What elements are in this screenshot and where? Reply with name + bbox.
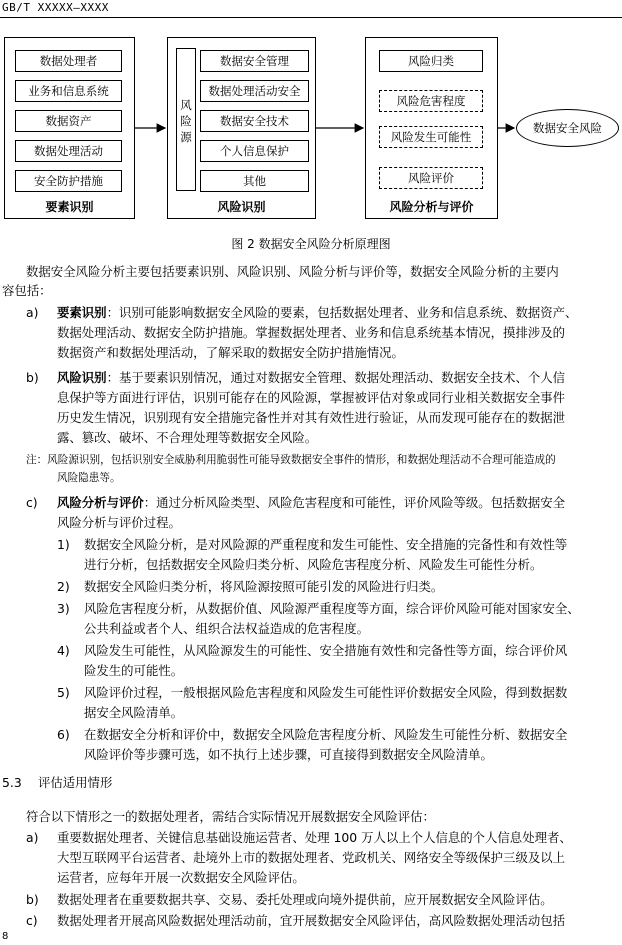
list-marker: c) xyxy=(26,495,38,510)
sub-line: 公共利益或者个人、组织合法权益造成的危害程度。 xyxy=(84,621,369,636)
panel1-item: 数据处理者 xyxy=(15,50,122,72)
list-marker: b) xyxy=(26,892,39,907)
list-marker: a) xyxy=(26,830,39,845)
item-b-line: 露、篡改、破坏、不合理处理等数据安全风险。 xyxy=(57,430,318,445)
sub-marker: 6) xyxy=(57,727,70,742)
intro-line: 容包括： xyxy=(2,283,52,298)
list-marker: b) xyxy=(26,370,39,385)
item-c-heading: 风险分析与评价 xyxy=(57,495,144,510)
item-c-text: ：通过分析风险类型、风险危害程度和可能性，评价风险等级。包括数据安全 xyxy=(143,495,566,510)
panel1-item: 数据处理活动 xyxy=(15,140,122,162)
sub-line: 数据安全风险分析，是对风险源的严重程度和发生可能性、安全措施的完备性和有效性等 xyxy=(84,537,568,552)
section-number: 5.3 xyxy=(2,775,22,790)
sub-line: 风险发生可能性，从风险源发生的可能性、安全措施有效性和完备性等方面，综合评价风 xyxy=(84,643,568,658)
sub-marker: 2) xyxy=(57,579,70,594)
sub-line: 风险评价过程，一般根据风险危害程度和风险发生可能性评价数据安全风险，得到数据数 xyxy=(84,685,568,700)
sub-line: 风险危害程度分析，从数据价值、风险源严重程度等方面，综合评价风险可能对国家安全、 xyxy=(84,601,580,616)
intro-line: 数据安全风险分析主要包括要素识别、风险识别、风险分析与评价等，数据安全风险分析的主要内 xyxy=(26,264,559,279)
panel2-item: 其他 xyxy=(200,170,309,192)
result-ellipse: 数据安全风险 xyxy=(516,109,619,147)
diagram-arrows xyxy=(0,0,622,230)
s-item-line: 数据处理者开展高风险数据处理活动前，宜开展数据安全风险评估，高风险数据处理活动包括 xyxy=(57,913,566,928)
risk-source-char: 风 xyxy=(180,98,192,112)
item-a-line: 数据处理活动、数据安全防护措施。掌握数据处理者、业务和信息系统基本情况，摸排涉及的 xyxy=(57,325,566,340)
item-b-heading: 风险识别 xyxy=(57,370,107,385)
sub-marker: 5) xyxy=(57,685,70,700)
item-a-heading: 要素识别 xyxy=(57,305,107,320)
standard-code-header: GB/T XXXXX—XXXX xyxy=(2,1,109,14)
sub-line: 数据安全风险归类分析，将风险源按照可能引发的风险进行归类。 xyxy=(84,579,444,594)
note-line: 注：风险源识别，包括识别安全威胁利用脆弱性可能导致数据安全事件的情形，和数据处理活动不合理可能造成的 xyxy=(26,454,556,466)
note-line: 风险隐患等。 xyxy=(57,472,121,484)
panel2-item: 数据安全管理 xyxy=(200,50,309,72)
item-a-line: 数据资产和数据处理活动，了解采取的数据安全防护措施情况。 xyxy=(57,345,404,360)
risk-source-char: 源 xyxy=(180,130,192,144)
sub-line: 风险评价等步骤可选，如不执行上述步骤，可直接得到数据安全风险清单。 xyxy=(84,747,493,762)
sub-line: 据安全风险清单。 xyxy=(84,705,184,720)
sub-line: 进行分析，包括数据安全风险归类分析、风险危害程度分析、风险发生可能性分析。 xyxy=(84,557,543,572)
panel2-item: 个人信息保护 xyxy=(200,140,309,162)
item-b-line xyxy=(57,368,565,387)
s-item-line: 大型互联网平台运营者、赴境外上市的数据处理者、党政机关、网络安全等级保护三级及以上 xyxy=(57,850,566,865)
panel2-item: 数据安全技术 xyxy=(200,110,309,132)
item-b-line: 息保护等方面进行评估，识别可能存在的风险源，掌握被评估对象或同行业相关数据安全事件 xyxy=(57,390,566,405)
panel1-title: 要素识别 xyxy=(45,200,94,214)
risk-source-char: 险 xyxy=(180,114,192,128)
sub-line: 在数据安全分析和评价中，数据安全风险危害程度分析、风险发生可能性分析、数据安全 xyxy=(84,727,568,742)
item-b-text: ：基于要素识别情况，通过对数据安全管理、数据处理活动、数据安全技术、个人信 xyxy=(106,370,566,385)
figure-caption: 图 2 数据安全风险分析原理图 xyxy=(231,237,391,251)
s-item-line: 重要数据处理者、关键信息基础设施运营者、处理 100 万人以上个人信息的个人信息处理者、 xyxy=(57,830,572,845)
panel3-item: 风险评价 xyxy=(379,167,483,189)
panel3-title: 风险分析与评价 xyxy=(389,200,474,214)
s-item-line: 运营者，应每年开展一次数据安全风险评估。 xyxy=(57,870,305,885)
panel1-item: 业务和信息系统 xyxy=(15,80,122,102)
sub-line: 险发生的可能性。 xyxy=(84,663,184,678)
panel3-item: 风险危害程度 xyxy=(379,90,483,112)
panel2-title: 风险识别 xyxy=(217,200,266,214)
panel1-item: 安全防护措施 xyxy=(15,170,122,192)
item-c-line xyxy=(57,493,565,512)
item-c-line: 风险分析与评价过程。 xyxy=(57,515,181,530)
item-a-line xyxy=(57,303,577,322)
panel3-item: 风险发生可能性 xyxy=(379,126,483,148)
sub-marker: 4) xyxy=(57,643,70,658)
list-marker: a) xyxy=(26,305,39,320)
sub-marker: 1) xyxy=(57,537,70,552)
panel2-item: 数据处理活动安全 xyxy=(200,80,309,102)
sub-marker: 3) xyxy=(57,601,70,616)
section-intro: 符合以下情形之一的数据处理者，需结合实际情况开展数据安全风险评估： xyxy=(26,809,435,824)
s-item-line: 数据处理者在重要数据共享、交易、委托处理或向境外提供前，应开展数据安全风险评估。 xyxy=(57,892,553,907)
panel3-item: 风险归类 xyxy=(379,50,483,72)
item-a-text: ：识别可能影响数据安全风险的要素，包括数据处理者、业务和信息系统、数据资产、 xyxy=(106,305,578,320)
section-title: 评估适用情形 xyxy=(38,775,113,790)
page-number: 8 xyxy=(2,931,9,942)
item-b-line: 历史发生情况，识别现有安全措施完备性并对其有效性进行验证，从而发现可能存在的数据泄 xyxy=(57,410,566,425)
panel1-item: 数据资产 xyxy=(15,110,122,132)
list-marker: c) xyxy=(26,913,38,928)
